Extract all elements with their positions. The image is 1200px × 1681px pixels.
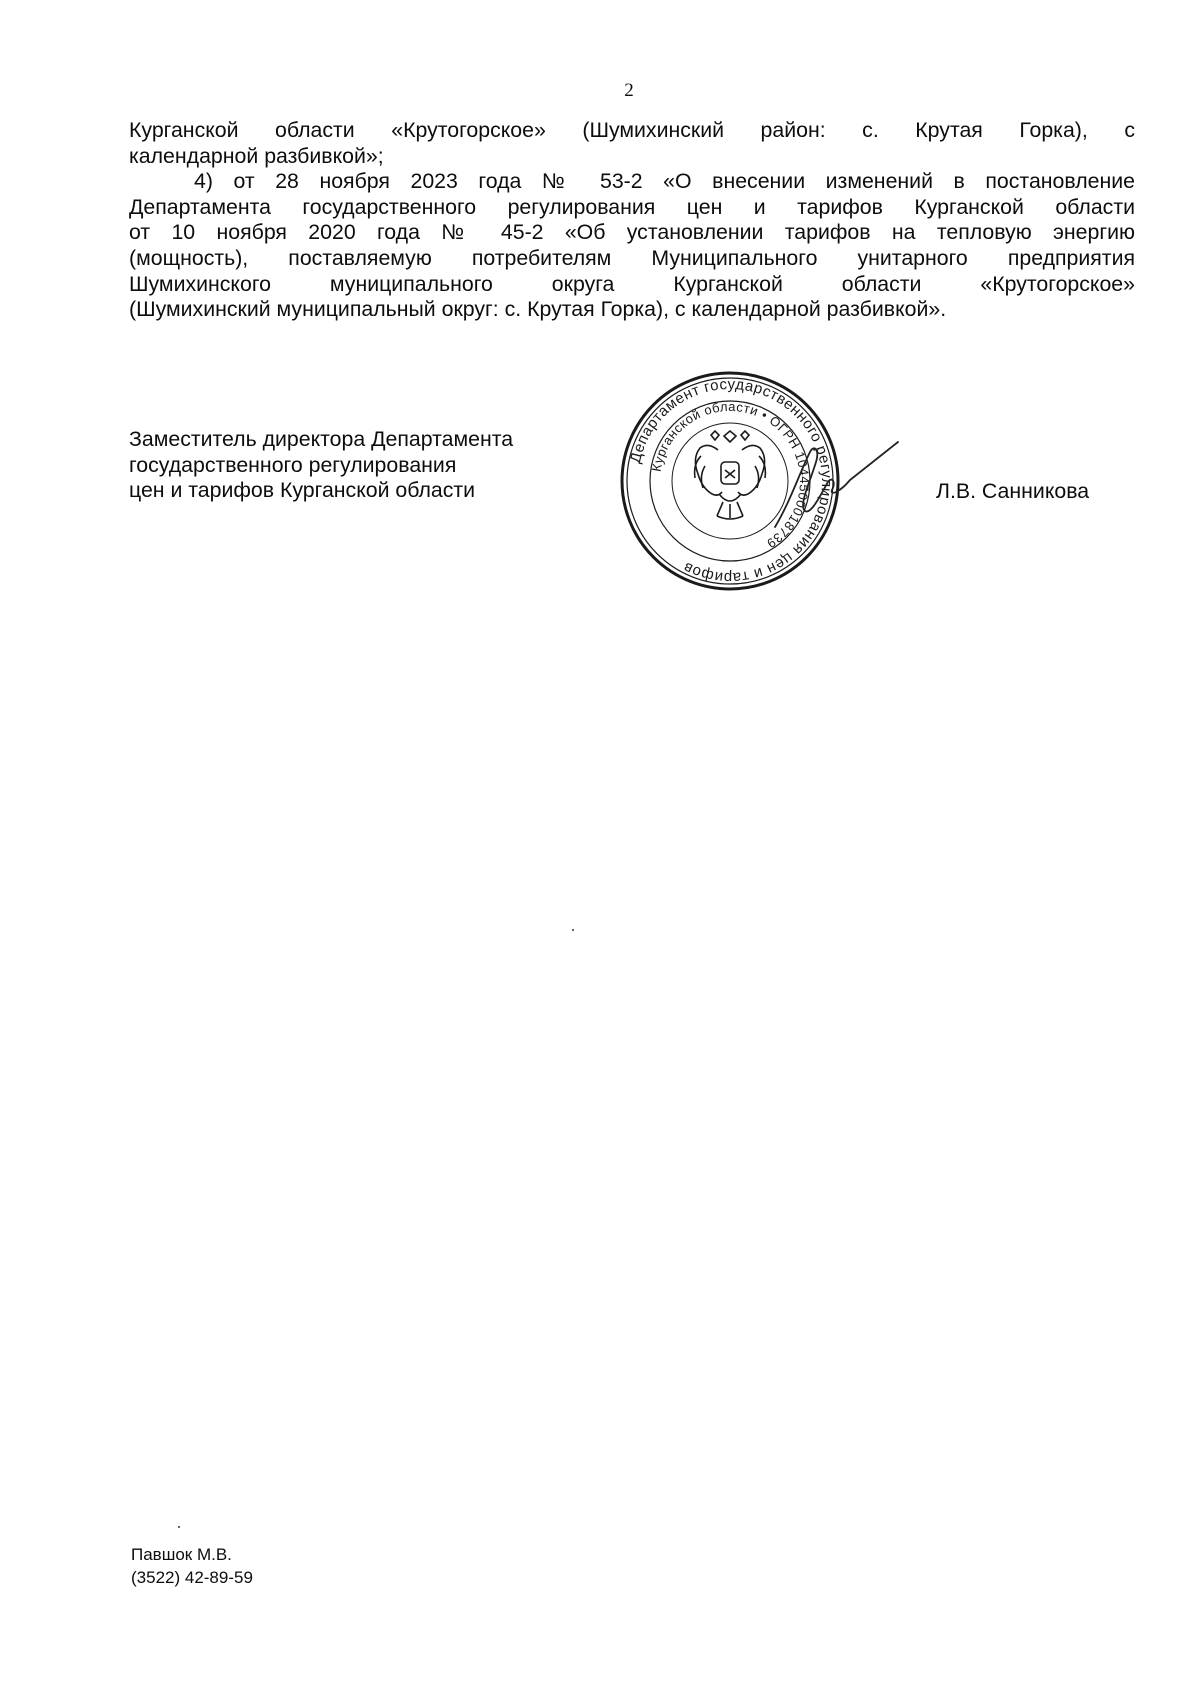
coat-of-arms-icon	[695, 431, 766, 519]
scan-speck	[178, 1526, 180, 1528]
seal-outer-text: Департамент государственного регулирования цен и тарифов	[626, 375, 836, 587]
position-line: государственного регулирования	[129, 452, 457, 477]
handwritten-signature	[770, 432, 900, 542]
paragraph-line: Департамента государственного регулирования цен и тарифов Курганской области	[129, 194, 1135, 219]
position-line: цен и тарифов Курганской области	[129, 478, 476, 503]
signature-graphic	[770, 432, 900, 542]
paragraph-line: (Шумихинский муниципальный округ: с. Крутая Горка), с календарной разбивкой».	[129, 297, 947, 322]
page-number: 2	[624, 80, 634, 101]
executor-info	[131, 1543, 253, 1589]
paragraph-line: от 10 ноября 2020 года № 45-2 «Об установлении тарифов на тепловую энергию	[129, 220, 1135, 245]
executor-name: Павшок М.В.	[131, 1545, 232, 1564]
paragraph-line: календарной разбивкой»;	[129, 143, 384, 168]
position-line: Заместитель директора Департамента	[129, 427, 514, 451]
paragraph-line: Курганской области «Крутогорское» (Шумихинский район: с. Крутая Горка), с	[129, 118, 1135, 142]
paragraph-line: Шумихинского муниципального округа Курганской области «Крутогорское»	[129, 271, 1135, 296]
paragraph-line: (мощность), поставляемую потребителям Муниципального унитарного предприятия	[129, 245, 1135, 270]
paragraph-line: 4) от 28 ноября 2023 года № 53-2 «О внесении изменений в постановление	[194, 169, 1135, 194]
scan-speck	[572, 929, 574, 931]
seal-inner-text: Курганской области • ОГРН 1044500018739	[648, 398, 813, 552]
signer-name: Л.В. Санникова	[936, 479, 1090, 503]
executor-phone: (3522) 42-89-59	[131, 1568, 253, 1587]
document-body	[129, 118, 1135, 323]
signatory-position	[129, 427, 513, 504]
